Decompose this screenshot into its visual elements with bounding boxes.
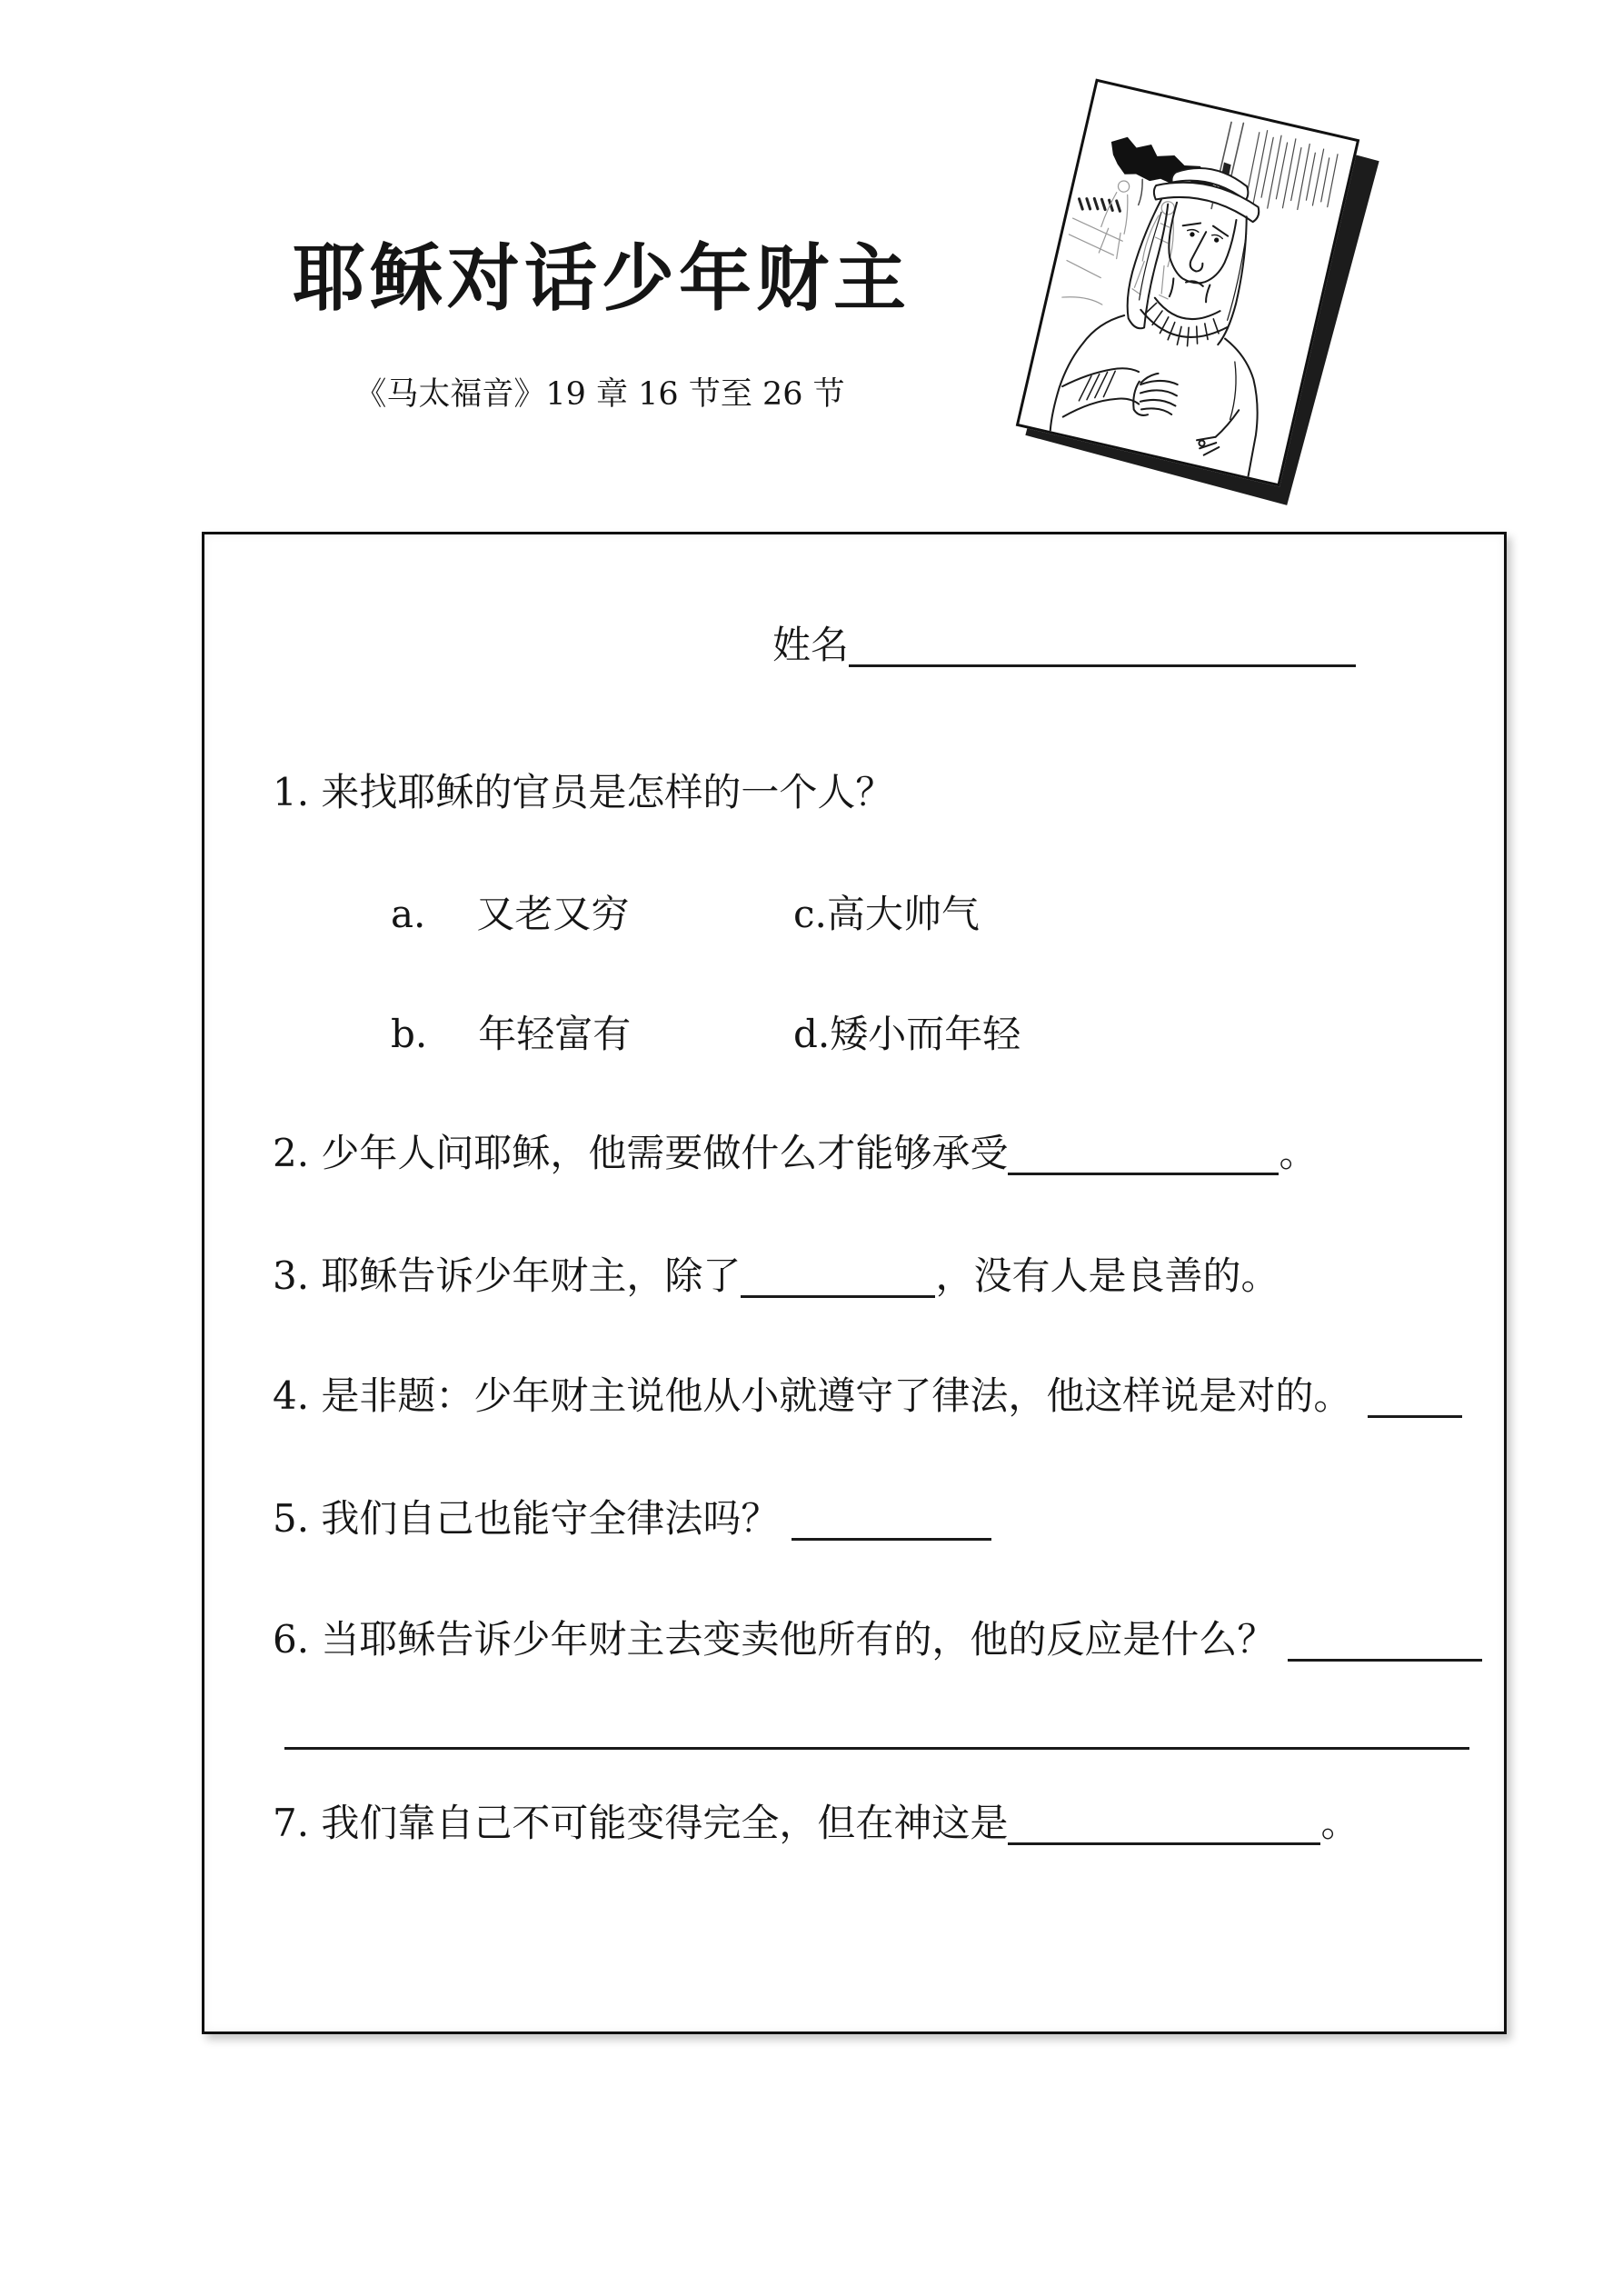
option-c-key[interactable]: c. — [793, 892, 827, 936]
question-7-text: 7. 我们靠自己不可能变得完全，但在神这是 — [273, 1801, 1009, 1845]
question-3-answer-line[interactable] — [741, 1256, 935, 1298]
question-2-period: 。 — [1279, 1131, 1318, 1175]
question-5 — [273, 1495, 991, 1543]
question-1-options-row-2 — [391, 1011, 631, 1059]
question-3 — [273, 1253, 1279, 1301]
question-6-answer-line-2[interactable] — [284, 1709, 1469, 1750]
question-2-answer-line[interactable] — [1008, 1133, 1279, 1175]
name-row — [772, 622, 1356, 670]
option-d-key[interactable]: d. — [793, 1012, 831, 1056]
question-6-text: 6. 当耶稣告诉少年财主去变卖他所有的，他的反应是什么？ — [273, 1617, 1276, 1662]
question-6-answer-line[interactable] — [1288, 1620, 1482, 1662]
question-7 — [273, 1800, 1359, 1848]
question-1-option-d — [793, 1011, 1021, 1059]
question-3-text-pre: 3. 耶稣告诉少年财主，除了 — [273, 1253, 742, 1298]
question-7-answer-line[interactable] — [1008, 1803, 1320, 1845]
question-5-text: 5. 我们自己也能守全律法吗？ — [273, 1496, 780, 1541]
worksheet-box — [202, 532, 1507, 2034]
question-3-text-post: ，没有人是良善的。 — [935, 1253, 1279, 1298]
scripture-reference: 《马太福音》19 章 16 节至 26 节 — [354, 376, 845, 413]
option-b-key[interactable]: b. — [391, 1012, 428, 1056]
story-illustration — [1000, 64, 1527, 554]
question-7-period: 。 — [1320, 1801, 1359, 1845]
question-5-answer-line[interactable] — [792, 1499, 991, 1541]
page-title: 耶稣对话少年财主 — [293, 235, 911, 321]
question-2 — [273, 1130, 1317, 1178]
question-6 — [273, 1616, 1482, 1664]
option-b-text[interactable]: 年轻富有 — [478, 1012, 632, 1056]
question-2-text: 2. 少年人问耶稣，他需要做什么才能够承受 — [273, 1131, 1009, 1175]
question-4-answer-line[interactable] — [1368, 1376, 1462, 1418]
question-1-options-row-1 — [391, 891, 629, 939]
name-label: 姓名 — [772, 623, 850, 667]
option-a-text[interactable]: 又老又穷 — [476, 892, 630, 936]
name-field-line[interactable] — [849, 625, 1356, 667]
option-d-text[interactable]: 矮小而年轻 — [830, 1012, 1021, 1056]
option-c-text[interactable]: 高大帅气 — [826, 892, 980, 936]
question-1-option-c — [793, 891, 980, 939]
option-a-key[interactable]: a. — [391, 892, 426, 936]
question-1: 1. 来找耶稣的官员是怎样的一个人？ — [273, 770, 894, 814]
question-4-text: 4. 是非题：少年财主说他从小就遵守了律法，他这样说是对的。 — [273, 1373, 1352, 1418]
question-4 — [273, 1373, 1462, 1421]
